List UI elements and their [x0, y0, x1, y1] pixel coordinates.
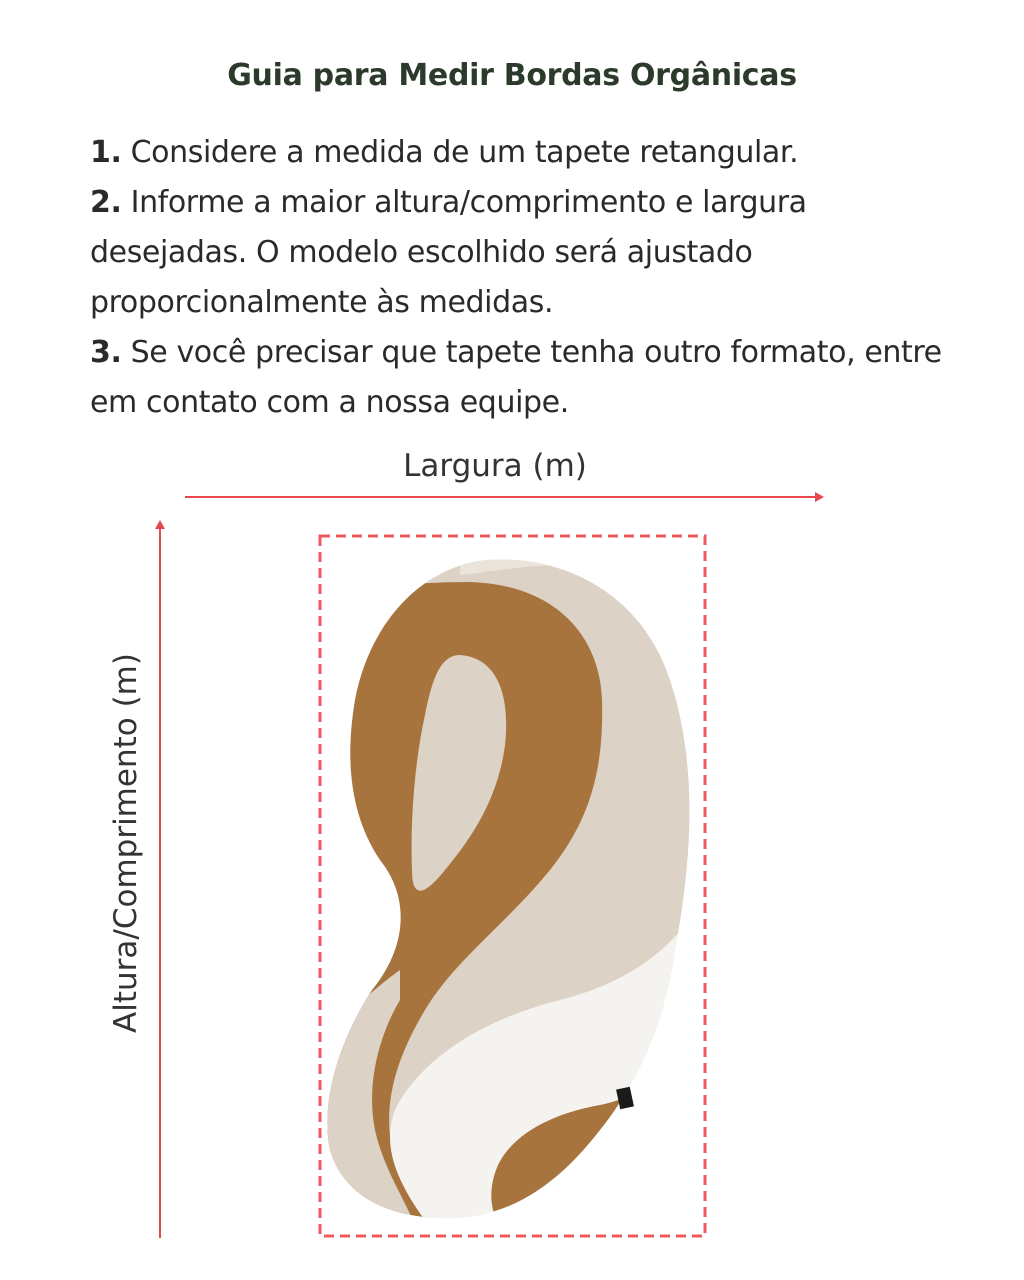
step-1-text: Considere a medida de um tapete retangular.: [121, 135, 799, 170]
page-title: Guia para Medir Bordas Orgânicas: [227, 58, 797, 93]
step-1-number: 1.: [90, 135, 122, 170]
step-3-text: Se você precisar que tapete tenha outro formato, entre em contato com a nossa equipe.: [90, 335, 942, 420]
height-arrow: [155, 520, 165, 1238]
organic-rug-image: [300, 540, 720, 1240]
step-2-number: 2.: [90, 185, 122, 220]
step-2-text: Informe a maior altura/comprimento e largura desejadas. O modelo escolhido será ajustado proporcionalmente às medidas.: [90, 185, 807, 320]
width-arrow: [185, 492, 824, 502]
width-label: Largura (m): [403, 448, 587, 484]
height-label: Altura/Comprimento (m): [108, 653, 144, 1033]
step-3-number: 3.: [90, 335, 122, 370]
